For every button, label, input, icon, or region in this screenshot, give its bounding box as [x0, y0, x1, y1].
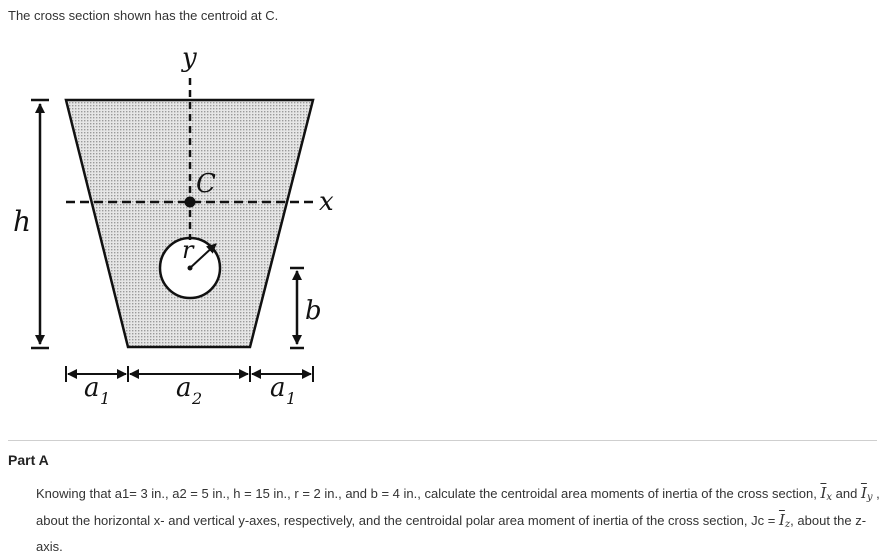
cross-section-figure	[0, 0, 360, 420]
centroid-point	[185, 197, 196, 208]
a2-label: a	[176, 373, 192, 403]
question-text-and: and	[832, 486, 861, 501]
height-label: h	[13, 205, 32, 238]
part-title: Part A	[8, 452, 49, 468]
question-text-2: , about the horizontal x- and vertical y-axes, respectively, and the centroidal polar area moment of inertia of the cross section, Jc =	[36, 486, 880, 528]
a1-left-label: a	[84, 373, 100, 403]
section-divider	[8, 440, 877, 441]
x-axis-label: x	[319, 187, 334, 217]
ix-subscript: x	[826, 492, 833, 503]
a1-right-label: a	[270, 373, 286, 403]
iz-symbol: $\overline{I}$	[778, 511, 785, 529]
question-text-1: Knowing that a1= 3 in., a2 = 5 in., h = 15 in., r = 2 in., and b = 4 in., calculate the centroidal area moments of inertia of the cross section,	[36, 486, 821, 501]
iy-symbol: $\overline{I}$	[860, 484, 867, 502]
iy-subscript: y	[866, 492, 873, 503]
radius-label: r	[182, 236, 194, 264]
problem-intro: The cross section shown has the centroid at C.	[8, 8, 279, 23]
a1-right-subscript: 1	[286, 389, 297, 408]
question-text	[36, 482, 881, 558]
iz-subscript: z	[784, 519, 791, 530]
b-label: b	[305, 296, 322, 326]
ix-symbol: $\overline{I}$	[820, 484, 827, 502]
y-axis-label: y	[182, 43, 197, 73]
a1-left-subscript: 1	[100, 389, 111, 408]
question-text-3: , about the z-axis.	[36, 513, 867, 554]
centroid-label: C	[196, 169, 216, 199]
a2-subscript: 2	[192, 389, 203, 408]
